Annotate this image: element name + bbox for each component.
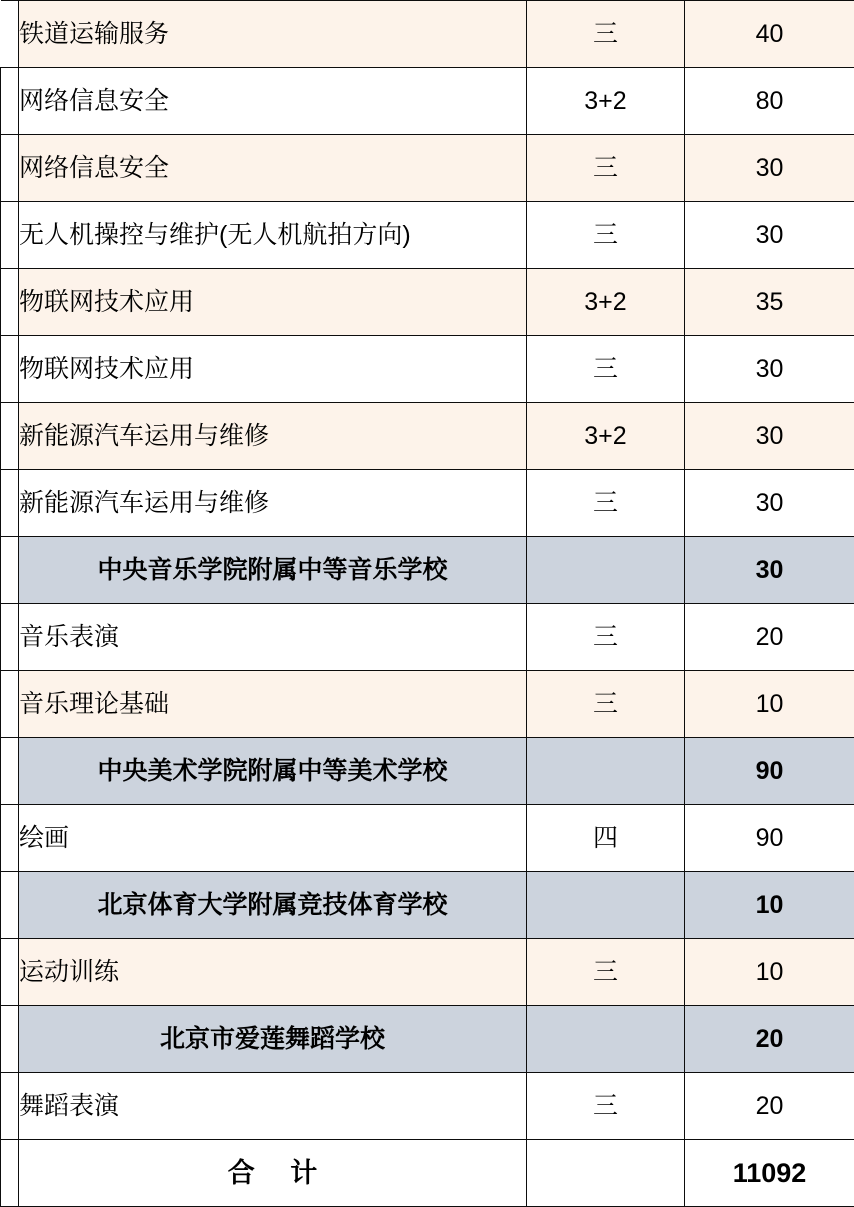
row-gutter bbox=[1, 738, 19, 805]
major-name-cell: 运动训练 bbox=[19, 939, 527, 1006]
years-cell: 3+2 bbox=[527, 269, 685, 336]
total-row bbox=[1, 1140, 854, 1207]
table-row bbox=[1, 805, 854, 872]
count-cell: 90 bbox=[685, 738, 854, 805]
years-cell: 四 bbox=[527, 805, 685, 872]
years-cell: 三 bbox=[527, 202, 685, 269]
school-name-cell: 北京市爱莲舞蹈学校 bbox=[19, 1006, 527, 1073]
table-body bbox=[1, 1, 854, 1207]
major-name-cell: 舞蹈表演 bbox=[19, 1073, 527, 1140]
count-cell: 40 bbox=[685, 1, 854, 68]
row-gutter bbox=[1, 939, 19, 1006]
major-name-cell: 铁道运输服务 bbox=[19, 1, 527, 68]
count-cell: 30 bbox=[685, 537, 854, 604]
years-cell: 3+2 bbox=[527, 403, 685, 470]
row-gutter bbox=[1, 135, 19, 202]
school-header-row bbox=[1, 537, 854, 604]
row-gutter bbox=[1, 336, 19, 403]
row-gutter bbox=[1, 604, 19, 671]
years-cell: 三 bbox=[527, 1073, 685, 1140]
total-label-cell: 合 计 bbox=[19, 1140, 527, 1207]
table-row bbox=[1, 1073, 854, 1140]
school-name-cell: 中央美术学院附属中等美术学校 bbox=[19, 738, 527, 805]
row-gutter bbox=[1, 537, 19, 604]
row-gutter bbox=[1, 269, 19, 336]
table-row bbox=[1, 604, 854, 671]
table-row bbox=[1, 939, 854, 1006]
major-name-cell: 物联网技术应用 bbox=[19, 336, 527, 403]
row-gutter bbox=[1, 671, 19, 738]
years-cell: 三 bbox=[527, 604, 685, 671]
count-cell: 90 bbox=[685, 805, 854, 872]
school-name-cell: 中央音乐学院附属中等音乐学校 bbox=[19, 537, 527, 604]
school-header-row bbox=[1, 1006, 854, 1073]
row-gutter bbox=[1, 1073, 19, 1140]
school-header-row bbox=[1, 872, 854, 939]
years-cell: 3+2 bbox=[527, 68, 685, 135]
major-name-cell: 无人机操控与维护(无人机航拍方向) bbox=[19, 202, 527, 269]
count-cell: 30 bbox=[685, 202, 854, 269]
row-gutter bbox=[1, 1140, 19, 1207]
count-cell: 80 bbox=[685, 68, 854, 135]
row-gutter bbox=[1, 202, 19, 269]
row-gutter bbox=[1, 1006, 19, 1073]
table-row bbox=[1, 269, 854, 336]
major-name-cell: 网络信息安全 bbox=[19, 68, 527, 135]
years-cell bbox=[527, 537, 685, 604]
count-cell: 30 bbox=[685, 336, 854, 403]
count-cell: 11092 bbox=[685, 1140, 854, 1207]
years-cell: 三 bbox=[527, 1, 685, 68]
table-row bbox=[1, 68, 854, 135]
count-cell: 10 bbox=[685, 939, 854, 1006]
count-cell: 10 bbox=[685, 671, 854, 738]
row-gutter bbox=[1, 403, 19, 470]
table-row bbox=[1, 135, 854, 202]
row-gutter bbox=[1, 805, 19, 872]
years-cell: 三 bbox=[527, 671, 685, 738]
major-name-cell: 绘画 bbox=[19, 805, 527, 872]
major-name-cell: 音乐表演 bbox=[19, 604, 527, 671]
years-cell: 三 bbox=[527, 939, 685, 1006]
table-row bbox=[1, 671, 854, 738]
years-cell bbox=[527, 1006, 685, 1073]
count-cell: 20 bbox=[685, 1073, 854, 1140]
years-cell: 三 bbox=[527, 135, 685, 202]
row-gutter bbox=[1, 872, 19, 939]
school-header-row bbox=[1, 738, 854, 805]
years-cell bbox=[527, 1140, 685, 1207]
years-cell: 三 bbox=[527, 336, 685, 403]
table-row bbox=[1, 470, 854, 537]
count-cell: 30 bbox=[685, 135, 854, 202]
years-cell bbox=[527, 872, 685, 939]
table-row bbox=[1, 202, 854, 269]
count-cell: 35 bbox=[685, 269, 854, 336]
count-cell: 30 bbox=[685, 470, 854, 537]
school-name-cell: 北京体育大学附属竞技体育学校 bbox=[19, 872, 527, 939]
major-name-cell: 物联网技术应用 bbox=[19, 269, 527, 336]
years-cell: 三 bbox=[527, 470, 685, 537]
major-name-cell: 新能源汽车运用与维修 bbox=[19, 403, 527, 470]
count-cell: 20 bbox=[685, 604, 854, 671]
count-cell: 20 bbox=[685, 1006, 854, 1073]
major-name-cell: 音乐理论基础 bbox=[19, 671, 527, 738]
table-row bbox=[1, 1, 854, 68]
table-row bbox=[1, 403, 854, 470]
years-cell bbox=[527, 738, 685, 805]
row-gutter bbox=[1, 1, 19, 68]
major-name-cell: 网络信息安全 bbox=[19, 135, 527, 202]
row-gutter bbox=[1, 470, 19, 537]
count-cell: 10 bbox=[685, 872, 854, 939]
row-gutter bbox=[1, 68, 19, 135]
count-cell: 30 bbox=[685, 403, 854, 470]
major-name-cell: 新能源汽车运用与维修 bbox=[19, 470, 527, 537]
table-row bbox=[1, 336, 854, 403]
